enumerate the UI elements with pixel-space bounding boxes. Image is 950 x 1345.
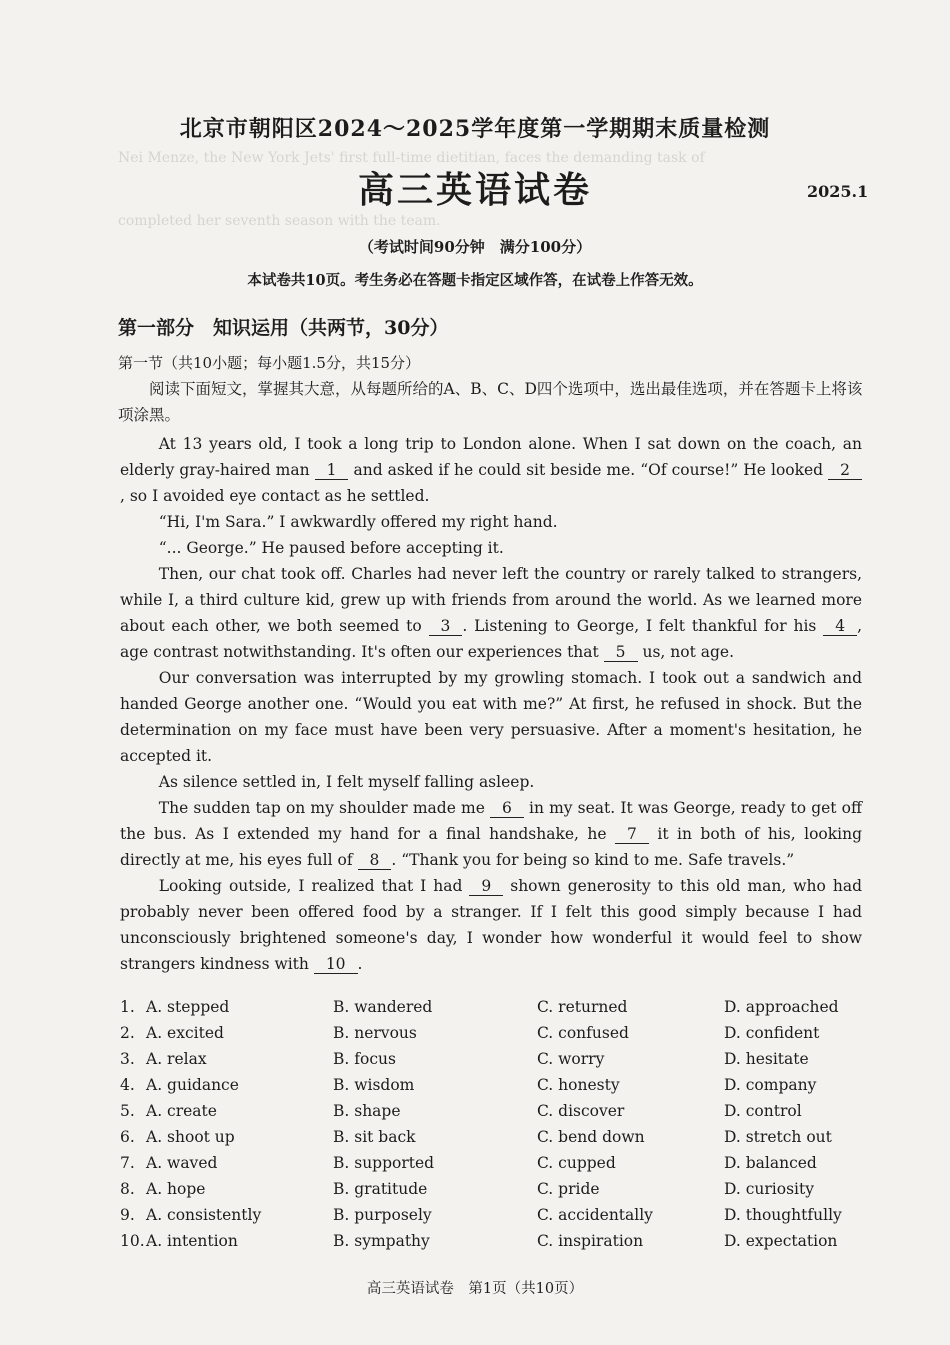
option-c: C. returned <box>537 998 628 1016</box>
option-d: D. company <box>724 1076 817 1094</box>
option-a: A. intention <box>146 1232 238 1250</box>
passage-paragraph: Looking outside, I realized that I had 9 shown generosity to this old man, who had probably never been offered food by a stranger. If I felt this good simply because I had unconsciously brightened someone's day, I wonder how wonderful it would feel to show strangers kindness with 10 . <box>120 877 863 973</box>
option-d: D. balanced <box>724 1154 817 1172</box>
option-c: C. confused <box>537 1024 629 1042</box>
blank-5: 5 <box>604 643 638 662</box>
passage-paragraph: At 13 years old, I took a long trip to London alone. When I sat down on the coach, an elderly gray-haired man 1 and asked if he could sit beside me. “Of course!” He looked 2, so I avoided eye contact as he settled. <box>120 435 862 505</box>
option-d: D. stretch out <box>724 1128 832 1146</box>
section-title: 第一节（共10小题；每小题1.5分，共15分） <box>118 354 421 372</box>
option-c: C. worry <box>537 1050 605 1068</box>
passage-paragraph: The sudden tap on my shoulder made me 6 in my seat. It was George, ready to get off the bus. As I extended my hand for a final handshake, he 7 it in both of his, looking directly at me, his eyes full of 8 . “Thank you for being so kind to me. Safe travels.” <box>120 799 863 869</box>
blank-1: 1 <box>315 461 349 480</box>
question-number: 1. <box>120 998 135 1016</box>
option-d: D. curiosity <box>724 1180 814 1198</box>
option-b: B. sit back <box>333 1128 416 1146</box>
question-number: 9. <box>120 1206 135 1224</box>
option-a: A. relax <box>146 1050 207 1068</box>
option-c: C. accidentally <box>537 1206 653 1224</box>
option-c: C. discover <box>537 1102 625 1120</box>
option-a: A. guidance <box>146 1076 239 1094</box>
option-c: C. inspiration <box>537 1232 644 1250</box>
option-b: B. supported <box>333 1154 435 1172</box>
option-a: A. stepped <box>146 998 230 1016</box>
option-d: D. hesitate <box>724 1050 809 1068</box>
blank-7: 7 <box>615 825 649 844</box>
question-number: 8. <box>120 1180 135 1198</box>
option-b: B. wisdom <box>333 1076 415 1094</box>
exam-title: 北京市朝阳区2024～2025学年度第一学期期末质量检测 <box>179 116 771 142</box>
option-a: A. excited <box>146 1024 224 1042</box>
question-number: 10. <box>120 1232 145 1250</box>
option-a: A. consistently <box>146 1206 262 1224</box>
question-number: 7. <box>120 1154 135 1172</box>
page-footer: 高三英语试卷 第1页（共10页） <box>366 1281 584 1297</box>
option-b: B. purposely <box>333 1206 432 1224</box>
option-d: D. approached <box>724 998 839 1016</box>
option-c: C. pride <box>537 1180 600 1198</box>
blank-6: 6 <box>490 799 524 818</box>
question-number: 2. <box>120 1024 135 1042</box>
blank-9: 9 <box>469 877 503 896</box>
option-b: B. gratitude <box>333 1180 428 1198</box>
option-b: B. focus <box>333 1050 396 1068</box>
option-c: C. cupped <box>537 1154 616 1172</box>
instructions: 阅读下面短文，掌握其大意，从每题所给的A、B、C、D四个选项中，选出最佳选项，并在答题卡上将该项涂黑。 <box>118 380 863 424</box>
option-d: D. expectation <box>724 1232 838 1250</box>
paper-title: 高三英语试卷 <box>357 169 592 211</box>
option-c: C. honesty <box>537 1076 620 1094</box>
exam-info: （考试时间90分钟 满分100分） <box>358 238 592 256</box>
exam-notice: 本试卷共10页。考生务必在答题卡指定区域作答，在试卷上作答无效。 <box>247 272 703 289</box>
passage-paragraph: Then, our chat took off. Charles had never left the country or rarely talked to strangers, while I, a third culture kid, grew up with friends from around the world. As we learned more about each other, we both seemed to 3 . Listening to George, I felt thankful for his 4 , age contrast notwithstanding. It's often our experiences that 5 us, not age. <box>120 565 862 661</box>
blank-2: 2 <box>828 461 862 480</box>
passage-paragraph: Our conversation was interrupted by my growling stomach. I took out a sandwich and handed George another one. “Would you eat with me?” At first, he refused in shock. But the determination on my face must have been very persuasive. After a moment's hesitation, he accepted it. <box>120 669 862 765</box>
option-a: A. hope <box>146 1180 206 1198</box>
blank-8: 8 <box>358 851 392 870</box>
option-c: C. bend down <box>537 1128 645 1146</box>
part-title: 第一部分 知识运用（共两节，30分） <box>118 317 449 339</box>
blank-4: 4 <box>823 617 857 636</box>
passage-paragraph: “... George.” He paused before accepting it. <box>158 539 504 557</box>
question-number: 5. <box>120 1102 135 1120</box>
option-b: B. sympathy <box>333 1232 430 1250</box>
question-number: 6. <box>120 1128 135 1146</box>
option-a: A. waved <box>146 1154 218 1172</box>
option-d: D. thoughtfully <box>724 1206 842 1224</box>
bleed-through: completed her seventh season with the team. <box>118 213 441 229</box>
blank-10: 10 <box>314 955 358 974</box>
passage <box>120 431 862 977</box>
passage-paragraph: “Hi, I'm Sara.” I awkwardly offered my right hand. <box>158 513 558 531</box>
blank-3: 3 <box>429 617 463 636</box>
option-d: D. confident <box>724 1024 820 1042</box>
passage-paragraph: As silence settled in, I felt myself falling asleep. <box>158 773 535 791</box>
option-b: B. shape <box>333 1102 401 1120</box>
option-a: A. create <box>146 1102 217 1120</box>
option-a: A. shoot up <box>146 1128 235 1146</box>
option-b: B. nervous <box>333 1024 417 1042</box>
question-number: 3. <box>120 1050 135 1068</box>
option-b: B. wandered <box>333 998 433 1016</box>
option-d: D. control <box>724 1102 802 1120</box>
question-number: 4. <box>120 1076 135 1094</box>
bleed-through: Nei Menze, the New York Jets' first full-time dietitian, faces the demanding task of <box>118 150 705 166</box>
exam-date: 2025.1 <box>807 182 869 201</box>
